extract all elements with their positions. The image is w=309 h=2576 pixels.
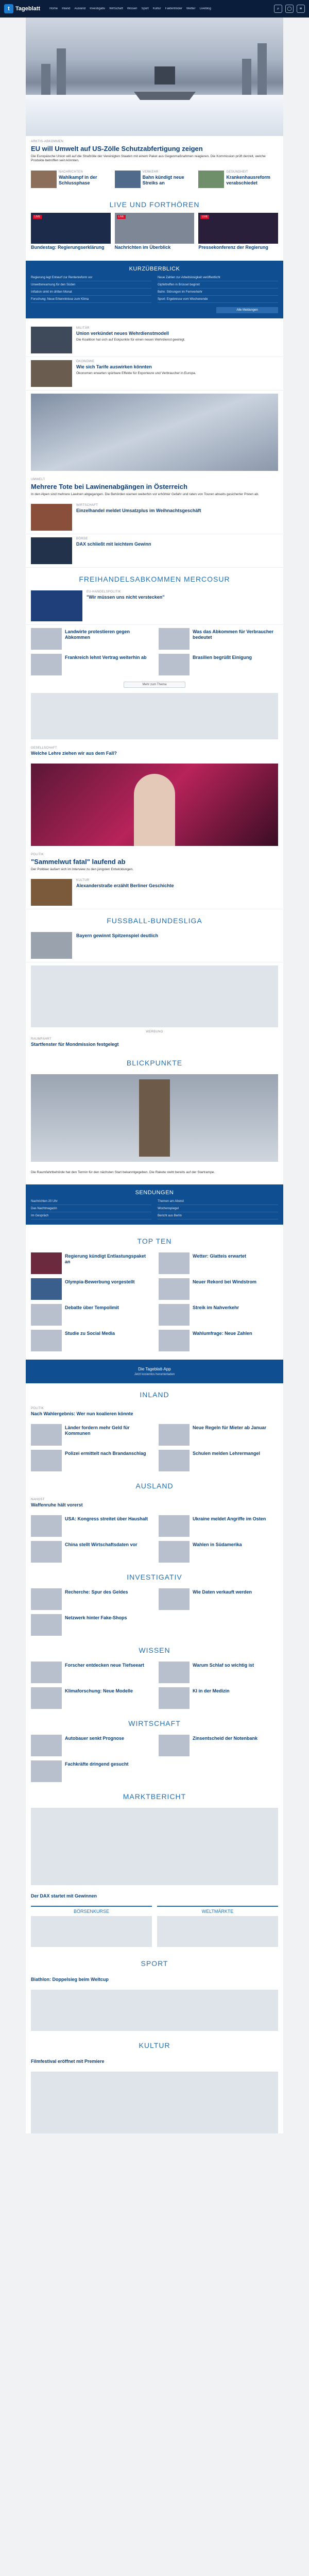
- nav-item[interactable]: Wissen: [127, 7, 138, 10]
- story-kicker: POLITIK: [31, 1407, 44, 1410]
- big-story-image[interactable]: [31, 394, 278, 471]
- story-teaser[interactable]: [26, 876, 283, 909]
- grid-title[interactable]: Schulen melden Lehrermangel: [193, 1450, 261, 1456]
- live-badge: LIVE: [117, 215, 126, 219]
- nav-item[interactable]: Home: [49, 7, 58, 10]
- thumbnail: [159, 1588, 190, 1610]
- ausland-grid: [26, 1512, 283, 1566]
- thumbnail: [31, 628, 62, 650]
- story-title[interactable]: "Wir müssen uns nicht verstecken": [87, 595, 165, 600]
- grid-item[interactable]: [31, 1424, 150, 1446]
- mid-story[interactable]: [26, 742, 283, 760]
- menu-icon[interactable]: ≡: [297, 5, 305, 13]
- grid-item[interactable]: [159, 1541, 278, 1563]
- topten-item[interactable]: [159, 1330, 278, 1351]
- story-teaser[interactable]: [26, 324, 283, 357]
- nav-item[interactable]: Faktenfinder: [165, 7, 182, 10]
- show-item[interactable]: Das Nachtmagazin: [31, 1207, 151, 1212]
- story-teaser-text: In den Alpen sind mehrere Lawinen abgegangen. Die Behörden warnen weiterhin vor erhöhter Gefahr und raten von Touren abseits gesicherter Pisten ab.: [31, 492, 259, 496]
- section-title-blickpunkte: BLICKPUNKTE: [126, 1059, 183, 1067]
- thumbnail: [159, 1330, 190, 1351]
- market-lead[interactable]: [26, 1888, 283, 1903]
- grid-title[interactable]: Länder fordern mehr Geld für Kommunen: [65, 1425, 130, 1436]
- show-item[interactable]: Themen am Abend: [158, 1200, 278, 1205]
- sendungen-list: [31, 1200, 278, 1219]
- app-banner[interactable]: [26, 1360, 283, 1383]
- thumbnail: [31, 537, 72, 564]
- live-title[interactable]: Nachrichten im Überblick: [114, 245, 171, 250]
- thumbnail: [31, 1735, 62, 1756]
- mid-story[interactable]: [26, 849, 283, 876]
- app-banner-sub: Jetzt kostenlos herunterladen: [134, 1373, 175, 1376]
- thumbnail: [31, 1252, 62, 1274]
- live-card[interactable]: [115, 213, 195, 250]
- thumbnail: [31, 171, 57, 188]
- section-title-kultur: KULTUR: [139, 2041, 170, 2050]
- nav-item[interactable]: Wetter: [186, 7, 196, 10]
- thumbnail: [31, 1687, 62, 1709]
- show-item[interactable]: Bericht aus Berlin: [158, 1214, 278, 1219]
- section-title-bundesliga: FUSSBALL-BUNDESLIGA: [107, 917, 202, 925]
- main-content: [26, 18, 283, 2133]
- story-title[interactable]: Der DAX startet mit Gewinnen: [31, 1893, 97, 1899]
- grid-item[interactable]: [159, 1735, 278, 1756]
- story-title[interactable]: Waffenruhe hält vorerst: [31, 1502, 83, 1507]
- image-placeholder: [31, 2072, 278, 2133]
- header-icons: [274, 5, 305, 13]
- overview-item[interactable]: Neue Zahlen zur Arbeitslosigkeit veröffentlicht: [158, 276, 278, 281]
- grid-item[interactable]: [159, 1588, 278, 1610]
- section-title-wissen: WISSEN: [139, 1646, 170, 1654]
- grid-title[interactable]: Wetter: Glatteis erwartet: [193, 1253, 246, 1259]
- investigativ-grid: [26, 1585, 283, 1639]
- grid-title[interactable]: Wahlen in Südamerika: [193, 1541, 242, 1547]
- grid-item[interactable]: [31, 1614, 150, 1636]
- story-title[interactable]: Einzelhandel meldet Umsatzplus im Weihnachtsgeschäft: [76, 508, 201, 514]
- overview-title: KURZÜBERBLICK: [129, 265, 180, 272]
- live-badge: LIVE: [33, 215, 42, 219]
- nav-item[interactable]: Wirtschaft: [109, 7, 123, 10]
- related-title[interactable]: Bahn kündigt neue Streiks an: [142, 175, 184, 185]
- grid-title[interactable]: Neue Regeln für Mieter ab Januar: [193, 1425, 267, 1430]
- story-title[interactable]: Wie sich Tarife auswirken könnten: [76, 364, 152, 369]
- section-title-mercosur: FREIHANDELSABKOMMEN MERCOSUR: [79, 575, 230, 584]
- grid-item[interactable]: [31, 1735, 150, 1756]
- story-title[interactable]: Welche Lehre ziehen wir aus dem Fall?: [31, 751, 117, 756]
- kultur-lead[interactable]: [26, 2054, 283, 2069]
- inland-grid: [26, 1421, 283, 1475]
- overview-item[interactable]: Unwetterwarnung für den Süden: [31, 283, 151, 289]
- thumbnail: [31, 1450, 62, 1471]
- grid-title[interactable]: Brasilien begrüßt Einigung: [193, 655, 252, 660]
- logo-text: Tageblatt: [15, 6, 41, 12]
- section-title-live: LIVE UND FORTHÖREN: [109, 200, 200, 209]
- rocket-story-head[interactable]: [26, 1033, 283, 1052]
- thumbnail: [31, 1614, 62, 1636]
- grid-item[interactable]: [159, 628, 278, 650]
- overview-item[interactable]: Gipfeltreffen in Brüssel beginnt: [158, 283, 278, 289]
- thumbnail: [159, 1252, 190, 1274]
- nav-item[interactable]: Ausland: [74, 7, 86, 10]
- hero-teaser: Die Europäische Union will auf die Strafzölle der Vereinigten Staaten mit einem Paket aus Gegenmaßnahmen reagieren. Die Kommission prüft derzeit, welche Produkte betroffen sein könnten.: [31, 154, 266, 163]
- grid-item[interactable]: [31, 1662, 150, 1683]
- grid-title[interactable]: Autobauer senkt Prognose: [65, 1735, 125, 1741]
- image-placeholder: [31, 693, 278, 739]
- related-kicker: NACHRICHTEN: [59, 171, 83, 174]
- grid-item[interactable]: [159, 1424, 278, 1446]
- grid-title[interactable]: Warum Schlaf so wichtig ist: [193, 1662, 254, 1668]
- thumbnail: [31, 1588, 62, 1610]
- thumbnail: [31, 654, 62, 675]
- story-kicker: EU-HANDELSPOLITIK: [87, 590, 121, 594]
- placeholder: [157, 1916, 278, 1947]
- story-teaser-text: Die Raumfahrtbehörde hat den Termin für den nächsten Start bekanntgegeben. Die Rakete steht bereits auf der Startrampe.: [31, 1171, 215, 1175]
- thumbnail: [31, 1278, 62, 1300]
- related-item[interactable]: [198, 171, 278, 188]
- ad-label: WERBUNG: [146, 1030, 163, 1034]
- user-icon[interactable]: ◯: [285, 5, 294, 13]
- section-title-topten: TOP TEN: [137, 1237, 172, 1245]
- story-title[interactable]: Alexanderstraße erzählt Berliner Geschichte: [76, 883, 174, 889]
- mercosur-grid: [26, 625, 283, 679]
- related-title[interactable]: Wahlkampf in der Schlussphase: [59, 175, 97, 185]
- nav-item[interactable]: Investigativ: [90, 7, 106, 10]
- grid-item[interactable]: [31, 628, 150, 650]
- hero-image[interactable]: [26, 18, 283, 136]
- thumbnail: [31, 1330, 62, 1351]
- thumbnail: [31, 1424, 62, 1446]
- story-kicker: MILITÄR: [76, 326, 90, 330]
- thumbnail: [159, 1687, 190, 1709]
- show-item[interactable]: Nachrichten 20 Uhr: [31, 1200, 151, 1205]
- grid-item[interactable]: [159, 1687, 278, 1709]
- thumbnail: [159, 1515, 190, 1537]
- grid-item[interactable]: [31, 1588, 150, 1610]
- ausland-lead[interactable]: [26, 1494, 283, 1512]
- story-title[interactable]: "Sammelwut fatal" laufend ab: [31, 858, 126, 866]
- grid-title[interactable]: Debatte über Tempolimit: [65, 1305, 119, 1310]
- more-button[interactable]: Mehr zum Thema: [124, 682, 185, 688]
- grid-title[interactable]: Netzwerk hinter Fake-Shops: [65, 1615, 127, 1620]
- story-teaser-text: Die Koalition hat sich auf Eckpunkte für einen neuen Wehrdienst geeinigt.: [76, 337, 185, 342]
- grid-title[interactable]: Neuer Rekord bei Windstrom: [193, 1279, 256, 1284]
- stock-prices-box[interactable]: [31, 1906, 152, 1949]
- grid-item[interactable]: [159, 1515, 278, 1537]
- live-title[interactable]: Bundestag: Regierungserklärung: [31, 245, 105, 250]
- show-item[interactable]: Wochenspiegel: [158, 1207, 278, 1212]
- world-markets-box[interactable]: [157, 1906, 278, 1949]
- market-chart-placeholder: [31, 1808, 278, 1885]
- grid-title[interactable]: Frankreich lehnt Vertrag weiterhin ab: [65, 655, 147, 660]
- grid-title[interactable]: USA: Kongress streitet über Haushalt: [65, 1516, 148, 1521]
- overview-item[interactable]: Bahn: Störungen im Fernverkehr: [158, 291, 278, 296]
- thumbnail: [115, 171, 141, 188]
- mercosur-lead[interactable]: [26, 587, 283, 625]
- thumbnail: [159, 628, 190, 650]
- wirtschaft-grid: [26, 1732, 283, 1785]
- topten-item[interactable]: [31, 1304, 150, 1326]
- main-nav: [49, 7, 270, 10]
- grid-title[interactable]: Wie Daten verkauft werden: [193, 1589, 252, 1595]
- story-title[interactable]: DAX schließt mit leichtem Gewinn: [76, 541, 151, 547]
- thumbnail: [31, 590, 82, 621]
- grid-title[interactable]: Fachkräfte dringend gesucht: [65, 1761, 129, 1767]
- related-item[interactable]: [31, 171, 111, 188]
- grid-title[interactable]: KI in der Medizin: [193, 1688, 230, 1693]
- story-kicker: KULTUR: [76, 879, 90, 883]
- thumbnail: [159, 654, 190, 675]
- search-icon[interactable]: ⌕: [274, 5, 282, 13]
- live-title[interactable]: Pressekonferenz der Regierung: [198, 245, 268, 250]
- thumbnail: [31, 932, 72, 959]
- grid-item[interactable]: [31, 654, 150, 675]
- logo[interactable]: [4, 4, 40, 13]
- grid-title[interactable]: Regierung kündigt Entlastungspaket an: [65, 1253, 146, 1264]
- section-title-wirtschaft: WIRTSCHAFT: [128, 1719, 181, 1727]
- live-badge: LIVE: [200, 215, 209, 219]
- story-title[interactable]: Bayern gewinnt Spitzenspiel deutlich: [76, 933, 159, 939]
- grid-title[interactable]: Streik im Nahverkehr: [193, 1305, 239, 1310]
- grid-title[interactable]: Wahlumfrage: Neue Zahlen: [193, 1331, 252, 1336]
- grid-title[interactable]: Recherche: Spur des Geldes: [65, 1589, 128, 1595]
- story-title[interactable]: Startfenster für Mondmission festgelegt: [31, 1042, 119, 1047]
- grid-title[interactable]: Landwirte protestieren gegen Abkommen: [65, 629, 130, 640]
- story-kicker: RAUMFAHRT: [31, 1038, 52, 1041]
- big-story[interactable]: [26, 474, 283, 501]
- section-title-sport: SPORT: [141, 1959, 168, 1968]
- story-kicker: POLITIK: [31, 853, 44, 857]
- grid-title[interactable]: Klimaforschung: Neue Modelle: [65, 1688, 133, 1693]
- thumbnail: [31, 1515, 62, 1537]
- story-teaser-text: Der Politiker äußert sich im Interview zu den jüngsten Entwicklungen.: [31, 867, 134, 871]
- story-title[interactable]: Mehrere Tote bei Lawinenabgängen in Österreich: [31, 482, 187, 490]
- thumbnail: [159, 1541, 190, 1563]
- portrait-image[interactable]: [31, 764, 278, 846]
- story-title[interactable]: Biathlon: Doppelsieg beim Weltcup: [31, 1977, 109, 1982]
- thumbnail: [31, 504, 72, 531]
- topten-item[interactable]: [159, 1252, 278, 1274]
- bundesliga-lead[interactable]: [26, 929, 283, 962]
- live-image: [198, 213, 278, 244]
- topten-item[interactable]: [159, 1304, 278, 1326]
- story-teaser[interactable]: [26, 534, 283, 568]
- grid-item[interactable]: [31, 1760, 150, 1782]
- wissen-grid: [26, 1658, 283, 1712]
- story-title[interactable]: Nach Wahlergebnis: Wer nun koalieren könnte: [31, 1411, 133, 1416]
- thumbnail: [31, 327, 72, 353]
- story-kicker: WIRTSCHAFT: [76, 504, 98, 507]
- inland-lead[interactable]: [26, 1403, 283, 1421]
- show-item[interactable]: Im Gespräch: [31, 1214, 151, 1219]
- stock-prices-label: BÖRSENKURSE: [73, 1909, 110, 1914]
- overview-item[interactable]: Forschung: Neue Erkenntnisse zum Klima: [31, 298, 151, 303]
- grid-title[interactable]: Zinsentscheid der Notenbank: [193, 1735, 258, 1741]
- story-title[interactable]: Filmfestival eröffnet mit Premiere: [31, 2059, 105, 2064]
- related-item[interactable]: [115, 171, 195, 188]
- story-kicker: NAHOST: [31, 1498, 45, 1501]
- live-card[interactable]: [31, 213, 111, 250]
- thumbnail: [159, 1304, 190, 1326]
- sport-lead[interactable]: [26, 1972, 283, 1987]
- related-kicker: GESUNDHEIT: [226, 171, 248, 174]
- grid-title[interactable]: Forscher entdecken neue Tiefseeart: [65, 1662, 144, 1668]
- world-markets-label: WELTMÄRKTE: [201, 1909, 234, 1914]
- grid-item[interactable]: [159, 1662, 278, 1683]
- related-kicker: VERKEHR: [142, 171, 159, 174]
- overview-item[interactable]: Inflation sinkt im dritten Monat: [31, 291, 151, 296]
- top-bar: [0, 0, 309, 18]
- rocket-story-body: [26, 1165, 283, 1179]
- grid-item[interactable]: [159, 1450, 278, 1471]
- story-kicker: ÖKONOMIE: [76, 360, 95, 363]
- grid-title[interactable]: Olympia-Bewerbung vorgestellt: [65, 1279, 135, 1284]
- grid-item[interactable]: [31, 1687, 150, 1709]
- grid-title[interactable]: Polizei ermittelt nach Brandanschlag: [65, 1450, 146, 1456]
- hero-title[interactable]: EU will Umwelt auf US-Zölle Schutzabfertigung zeigen: [31, 145, 203, 152]
- sendungen-title: SENDUNGEN: [135, 1190, 174, 1196]
- grid-item[interactable]: [31, 1541, 150, 1563]
- rocket-image[interactable]: [31, 1074, 278, 1162]
- nav-item[interactable]: Liveblog: [199, 7, 211, 10]
- sendungen-box: [26, 1184, 283, 1225]
- hero-related-row: [26, 167, 283, 193]
- hero-kicker: ARKTIS-ABKOMMEN: [31, 140, 64, 143]
- story-kicker: GESELLSCHAFT: [31, 747, 57, 750]
- nav-item[interactable]: Sport: [141, 7, 149, 10]
- grid-title[interactable]: China stellt Wirtschaftsdaten vor: [65, 1541, 138, 1547]
- thumbnail: [31, 1760, 62, 1782]
- story-kicker: BÖRSE: [76, 537, 88, 541]
- thumbnail: [159, 1450, 190, 1471]
- grid-item[interactable]: [159, 654, 278, 675]
- thumbnail: [31, 1662, 62, 1683]
- overview-item[interactable]: Sport: Ergebnisse vom Wochenende: [158, 298, 278, 303]
- overview-list: [31, 276, 278, 303]
- thumbnail: [31, 360, 72, 387]
- grid-item[interactable]: [31, 1515, 150, 1537]
- all-news-button[interactable]: Alle Meldungen: [216, 307, 278, 313]
- thumbnail: [31, 879, 72, 906]
- news-overview-box: [26, 261, 283, 318]
- topten-grid: [26, 1249, 283, 1354]
- related-title[interactable]: Krankenhausreform verabschiedet: [226, 175, 270, 185]
- story-title[interactable]: Union verkündet neues Wehrdienstmodell: [76, 330, 169, 336]
- story-teaser-text: Ökonomen erwarten spürbare Effekte für Exporteure und Verbraucher in Europa.: [76, 371, 196, 375]
- grid-item[interactable]: [31, 1450, 150, 1471]
- section-title-marktbericht: MARKTBERICHT: [123, 1792, 186, 1801]
- topten-item[interactable]: [159, 1278, 278, 1300]
- grid-title[interactable]: Ukraine meldet Angriffe im Osten: [193, 1516, 266, 1521]
- thumbnail: [159, 1424, 190, 1446]
- thumbnail: [31, 1304, 62, 1326]
- topten-item[interactable]: [31, 1278, 150, 1300]
- section-title-inland: INLAND: [140, 1391, 169, 1399]
- thumbnail: [159, 1662, 190, 1683]
- story-teaser[interactable]: [26, 501, 283, 534]
- nav-item[interactable]: Inland: [62, 7, 71, 10]
- live-card[interactable]: [198, 213, 278, 250]
- thumbnail: [159, 1735, 190, 1756]
- story-teaser[interactable]: [26, 357, 283, 391]
- app-banner-title: Die Tageblatt-App: [138, 1367, 171, 1371]
- hero-article[interactable]: [26, 136, 283, 167]
- grid-title[interactable]: Was das Abkommen für Verbraucher bedeutet: [193, 629, 273, 640]
- live-image: [115, 213, 195, 244]
- topten-item[interactable]: [31, 1252, 150, 1274]
- thumbnail: [159, 1278, 190, 1300]
- placeholder: [31, 1916, 152, 1947]
- ad-slot: [31, 965, 278, 1027]
- grid-title[interactable]: Studie zu Social Media: [65, 1331, 115, 1336]
- market-grid: [26, 1903, 283, 1952]
- live-row: [26, 213, 283, 256]
- story-kicker: UMWELT: [31, 478, 45, 481]
- overview-item[interactable]: Regierung legt Entwurf zur Rentenreform vor: [31, 276, 151, 281]
- nav-item[interactable]: Kultur: [152, 7, 161, 10]
- image-placeholder: [31, 1990, 278, 2031]
- thumbnail: [31, 1541, 62, 1563]
- thumbnail: [198, 171, 224, 188]
- logo-icon: t: [4, 4, 13, 13]
- live-image: [31, 213, 111, 244]
- topten-item[interactable]: [31, 1330, 150, 1351]
- section-title-investigativ: INVESTIGATIV: [127, 1572, 182, 1581]
- section-title-ausland: AUSLAND: [135, 1481, 174, 1490]
